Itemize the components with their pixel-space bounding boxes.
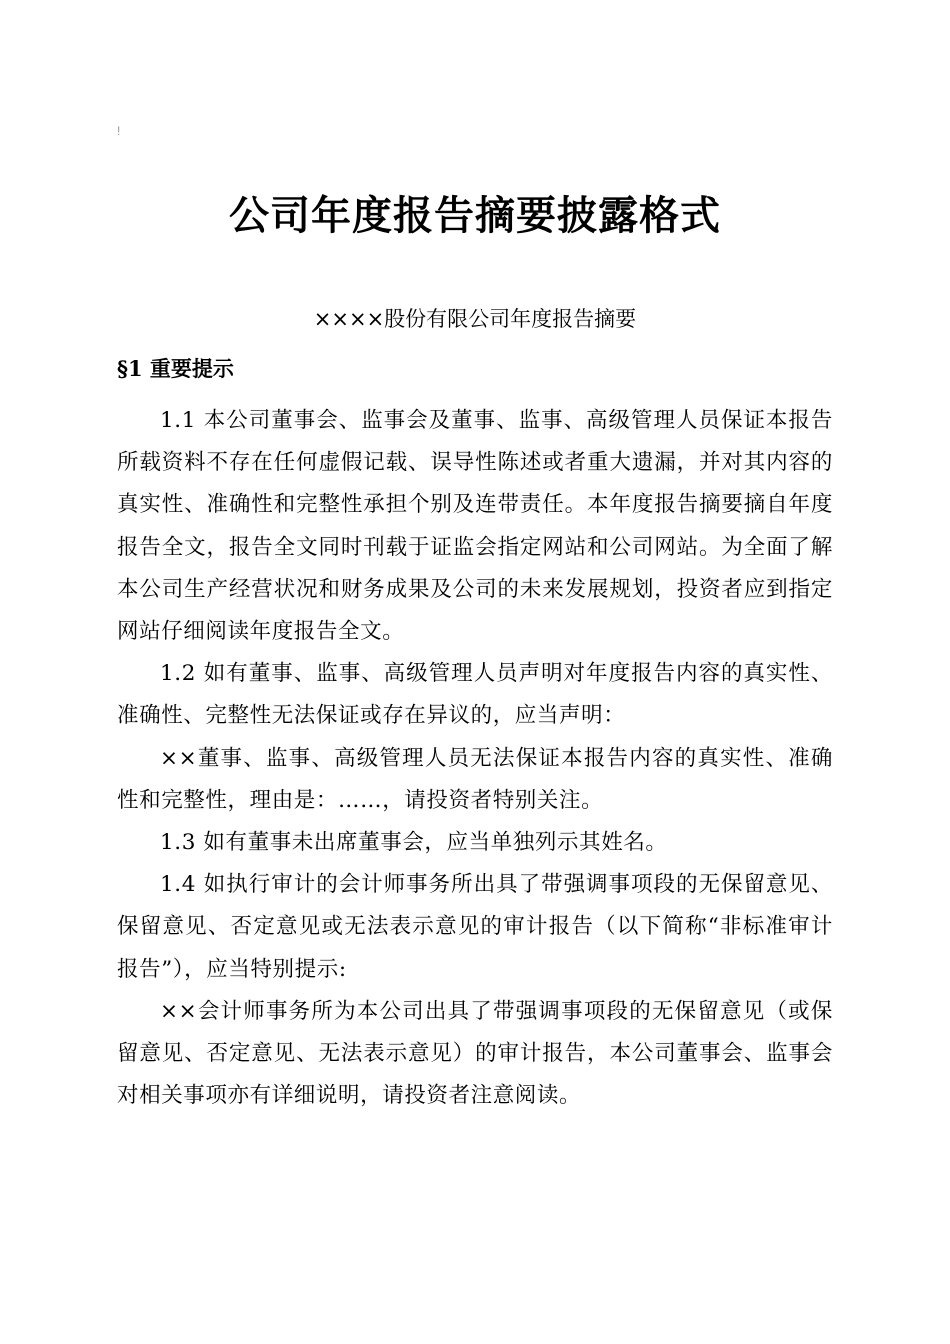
document-body bbox=[117, 400, 833, 1117]
paragraph-1-2: 1.2 如有董事、监事、高级管理人员声明对年度报告内容的真实性、准确性、完整性无法保证或存在异议的，应当声明： bbox=[117, 661, 833, 729]
section-heading: §1 重要提示 bbox=[117, 356, 234, 381]
document-title: 公司年度报告摘要披露格式 bbox=[229, 193, 721, 239]
paragraph-1-2-statement: ××董事、监事、高级管理人员无法保证本报告内容的真实性、准确性和完整性，理由是：……，请投资者特别关注。 bbox=[117, 745, 833, 813]
paragraph-1-3: 1.3 如有董事未出席董事会，应当单独列示其姓名。 bbox=[160, 830, 668, 856]
paragraph-1-4-statement: ××会计师事务所为本公司出具了带强调事项段的无保留意见（或保留意见、否定意见、无法表示意见）的审计报告，本公司董事会、监事会对相关事项亦有详细说明，请投资者注意阅读。 bbox=[117, 998, 833, 1109]
paragraph-1-4: 1.4 如执行审计的会计师事务所出具了带强调事项段的无保留意见、保留意见、否定意见或无法表示意见的审计报告（以下简称“非标准审计报告”），应当特别提示: bbox=[117, 872, 833, 982]
document-subtitle: ××××股份有限公司年度报告摘要 bbox=[313, 307, 637, 331]
page-mark: ! bbox=[117, 124, 121, 138]
paragraph-1-1: 1.1 本公司董事会、监事会及董事、监事、高级管理人员保证本报告所载资料不存在任何虚假记载、误导性陈述或者重大遗漏，并对其内容的真实性、准确性和完整性承担个别及连带责任。本年度报告摘要摘自年度报告全文，报告全文同时刊载于证监会指定网站和公司网站。为全面了解本公司生产经营状况和财务成果及公司的未来发展规划，投资者应到指定网站仔细阅读年度报告全文。 bbox=[117, 408, 833, 645]
